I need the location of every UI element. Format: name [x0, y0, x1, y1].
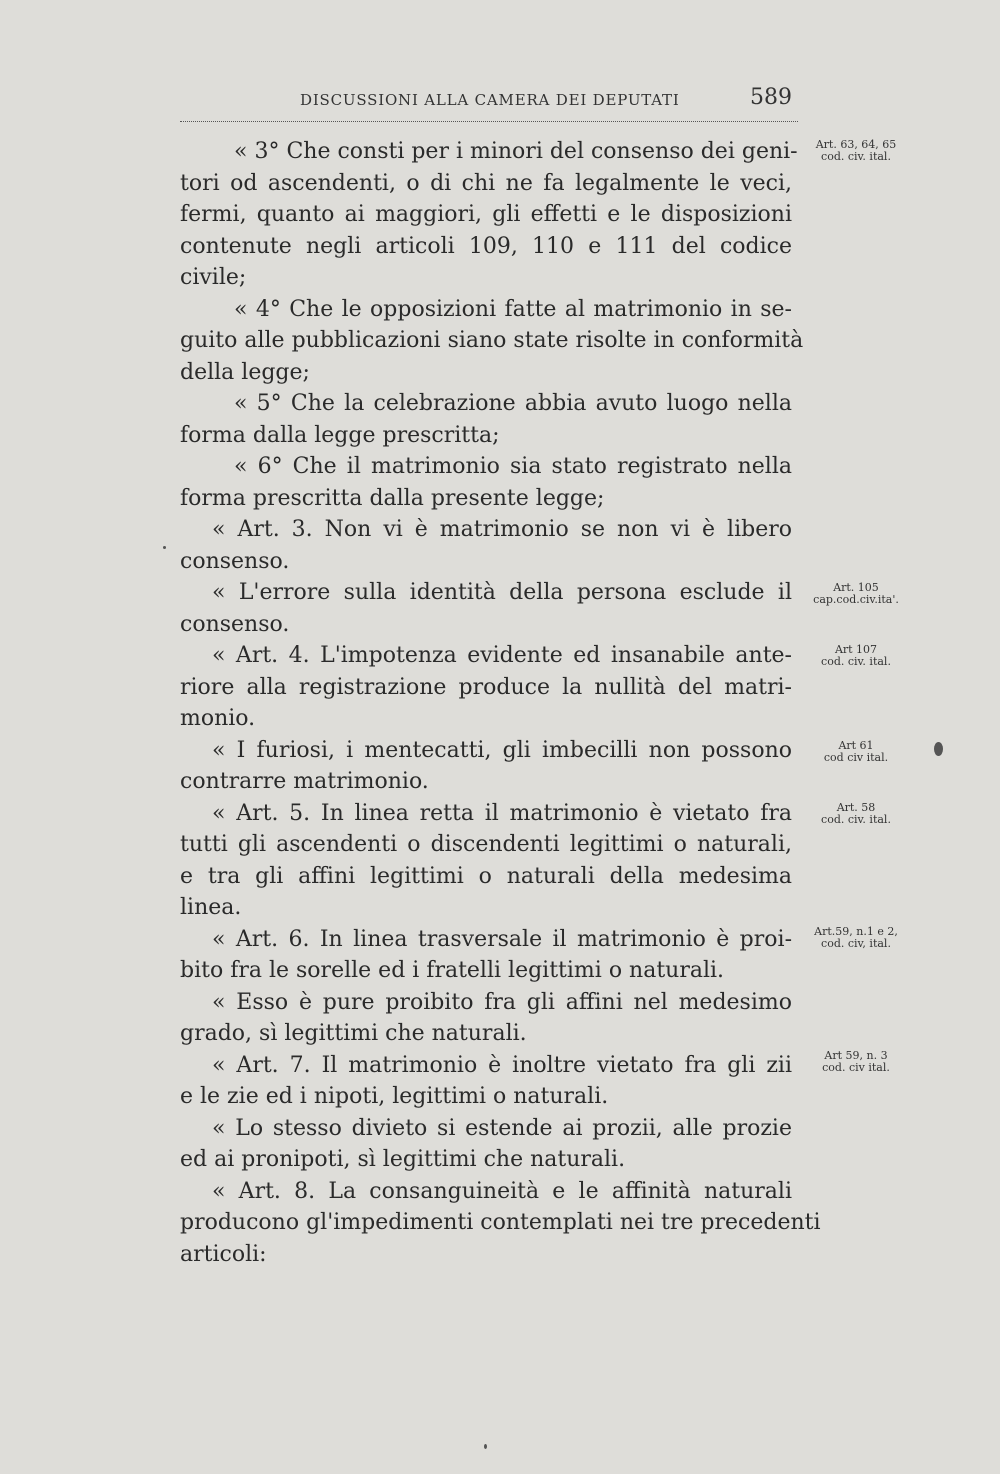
margin-note: [804, 582, 908, 606]
text-line: « 3° Che consti per i minori del consenso dei geni-: [234, 139, 798, 164]
text-line: contrarre matrimonio.: [180, 769, 429, 794]
margin-note-line: cod. civ ital.: [822, 1061, 890, 1074]
ink-speck: [163, 546, 166, 549]
text-line: fermi, quanto ai maggiori, gli effetti e le disposizioni: [180, 202, 792, 227]
margin-note: [804, 1050, 908, 1074]
text-line: contenute negli articoli 109, 110 e 111 del codice: [180, 233, 792, 259]
margin-note-line: Art. 58: [836, 801, 876, 814]
margin-note-line: cod. civ. ital.: [821, 150, 891, 163]
margin-note-line: cod. civ, ital.: [821, 937, 891, 950]
margin-note-line: Art. 105: [833, 581, 879, 594]
margin-note-line: Art. 63, 64, 65: [815, 138, 897, 151]
text-line: « Esso è pure proibito fra gli affini nel medesimo: [212, 989, 792, 1015]
body-text: [180, 136, 821, 1270]
ink-speck: [484, 1444, 487, 1449]
margin-note: [804, 802, 908, 826]
text-line: riore alla registrazione produce la nullità del matri-: [180, 674, 792, 700]
margin-note-line: cod civ ital.: [823, 751, 889, 764]
text-line: « L'errore sulla identità della persona esclude il: [212, 580, 792, 605]
text-line: bito fra le sorelle ed i fratelli legittimi o naturali.: [180, 958, 725, 983]
text-line: « 5° Che la celebrazione abbia avuto luogo nella: [234, 391, 792, 416]
text-line: « 4° Che le opposizioni fatte al matrimonio in se-: [234, 296, 792, 322]
text-line: della legge;: [180, 359, 310, 385]
margin-note: [804, 644, 908, 668]
text-line: « I furiosi, i mentecatti, gli imbecilli non possono: [212, 737, 792, 763]
text-line: monio.: [180, 706, 256, 731]
text-line: « Art. 3. Non vi è matrimonio se non vi è libero: [212, 517, 792, 542]
ink-speck: [934, 742, 943, 756]
margin-note-line: cod. civ. ital.: [821, 655, 891, 668]
text-line: civile;: [180, 265, 247, 290]
margin-note: [804, 139, 908, 163]
text-line: « Art. 4. L'impotenza evidente ed insanabile ante-: [212, 643, 792, 668]
text-line: grado, sì legittimi che naturali.: [180, 1021, 527, 1046]
margin-note-line: Art 61: [838, 739, 874, 752]
text-line: forma dalla legge prescritta;: [180, 422, 500, 448]
text-line: articoli:: [180, 1241, 267, 1267]
text-line: « Art. 5. In linea retta il matrimonio è vietato fra: [212, 800, 792, 826]
margin-note-line: Art 107: [834, 643, 878, 656]
text-line: « Art. 7. Il matrimonio è inoltre vietato fra gli zii: [212, 1052, 792, 1078]
page-number: 589: [750, 85, 792, 110]
running-head: DISCUSSIONI ALLA CAMERA DEI DEPUTATI: [300, 91, 680, 109]
margin-note-line: cod. civ. ital.: [821, 813, 891, 826]
text-line: producono gl'impedimenti contemplati nei tre precedenti: [180, 1210, 821, 1235]
text-line: consenso.: [180, 548, 290, 574]
text-line: e le zie ed i nipoti, legittimi o naturali.: [180, 1084, 609, 1109]
page-header: [180, 85, 798, 122]
margin-note: [804, 740, 908, 764]
text-line: ed ai pronipoti, sì legittimi che naturali.: [180, 1147, 626, 1172]
text-line: tutti gli ascendenti o discendenti legittimi o naturali,: [180, 832, 792, 857]
text-line: guito alle pubblicazioni siano state risolte in conformità: [180, 328, 804, 353]
margin-note-line: cap.cod.civ.ita'.: [813, 593, 899, 606]
text-line: forma prescritta dalla presente legge;: [180, 485, 605, 511]
text-line: « Art. 8. La consanguineità e le affinità naturali: [212, 1178, 792, 1204]
text-line: consenso.: [180, 611, 290, 637]
text-line: « 6° Che il matrimonio sia stato registrato nella: [234, 454, 792, 479]
text-line: linea.: [180, 895, 242, 920]
margin-note: [804, 926, 908, 950]
text-line: tori od ascendenti, o di chi ne fa legalmente le veci,: [180, 170, 792, 196]
text-line: « Lo stesso divieto si estende ai prozii, alle prozie: [212, 1115, 792, 1141]
margin-note-line: Art.59, n.1 e 2,: [814, 925, 898, 938]
text-line: « Art. 6. In linea trasversale il matrimonio è proi-: [212, 926, 792, 952]
text-line: e tra gli affini legittimi o naturali della medesima: [180, 863, 792, 889]
margin-note-line: Art 59, n. 3: [824, 1049, 888, 1062]
